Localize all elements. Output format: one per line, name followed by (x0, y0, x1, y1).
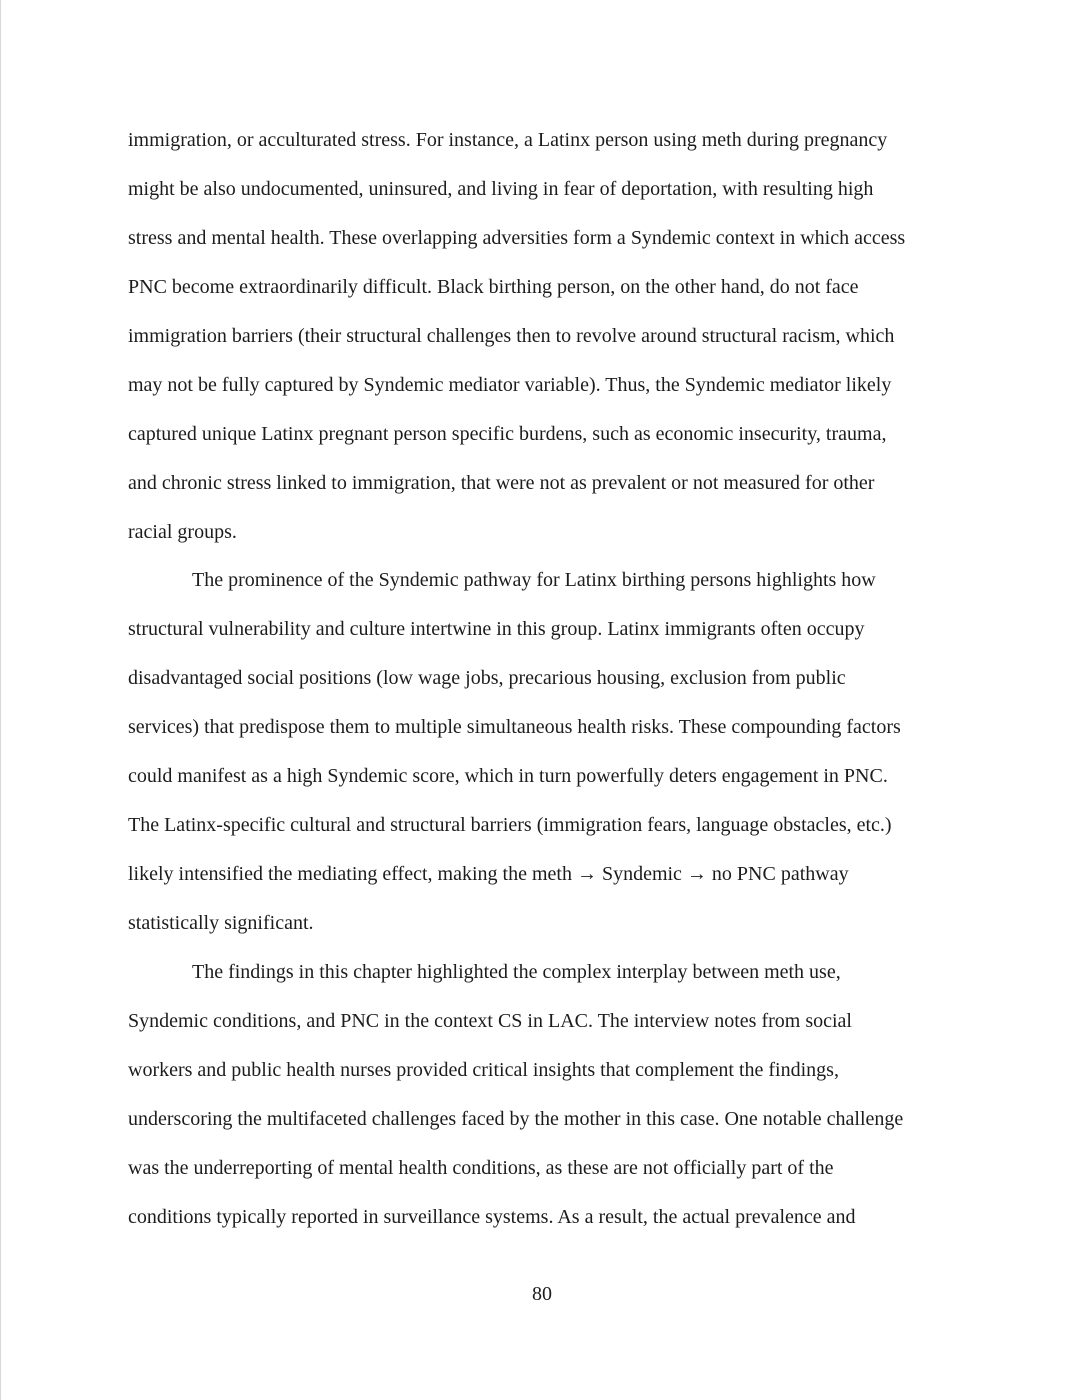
text-line: might be also undocumented, uninsured, and living in fear of deportation, with resulting high (128, 177, 874, 200)
text-line: may not be fully captured by Syndemic mediator variable). Thus, the Syndemic mediator likely (128, 373, 892, 396)
text-line: underscoring the multifaceted challenges faced by the mother in this case. One notable challenge (128, 1107, 904, 1130)
text-line: likely intensified the mediating effect, making the meth → Syndemic → no PNC pathway (128, 863, 849, 886)
text-line: captured unique Latinx pregnant person specific burdens, such as economic insecurity, trauma, (128, 422, 887, 445)
text-line: was the underreporting of mental health conditions, as these are not officially part of the (128, 1156, 834, 1179)
text-line: The Latinx-specific cultural and structural barriers (immigration fears, language obstacles, etc.) (128, 814, 892, 837)
page-number: 80 (532, 1283, 552, 1305)
text-line: immigration, or acculturated stress. For instance, a Latinx person using meth during pregnancy (128, 129, 888, 151)
text-line: statistically significant. (128, 912, 314, 934)
text-line: services) that predispose them to multiple simultaneous health risks. These compounding factors (128, 716, 901, 739)
text-line: PNC become extraordinarily difficult. Black birthing person, on the other hand, do not face (128, 275, 859, 298)
text-line: immigration barriers (their structural challenges then to revolve around structural racism, which (128, 324, 895, 347)
text-line: conditions typically reported in surveillance systems. As a result, the actual prevalence and (128, 1205, 856, 1228)
text-line: structural vulnerability and culture intertwine in this group. Latinx immigrants often occupy (128, 618, 865, 641)
text-line: racial groups. (128, 520, 237, 543)
paragraph-first-line: The findings in this chapter highlighted the complex interplay between meth use, (192, 960, 841, 983)
text-line: and chronic stress linked to immigration, that were not as prevalent or not measured for other (128, 471, 875, 494)
text-line: stress and mental health. These overlapping adversities form a Syndemic context in which access (128, 226, 906, 249)
text-line: Syndemic conditions, and PNC in the context CS in LAC. The interview notes from social (128, 1009, 852, 1032)
body-text (128, 124, 958, 1250)
text-line: could manifest as a high Syndemic score, which in turn powerfully deters engagement in PNC. (128, 765, 888, 788)
text-line: disadvantaged social positions (low wage jobs, precarious housing, exclusion from public (128, 667, 846, 690)
paragraph-first-line: The prominence of the Syndemic pathway for Latinx birthing persons highlights how (192, 569, 876, 592)
text-line: workers and public health nurses provided critical insights that complement the findings, (128, 1058, 839, 1081)
